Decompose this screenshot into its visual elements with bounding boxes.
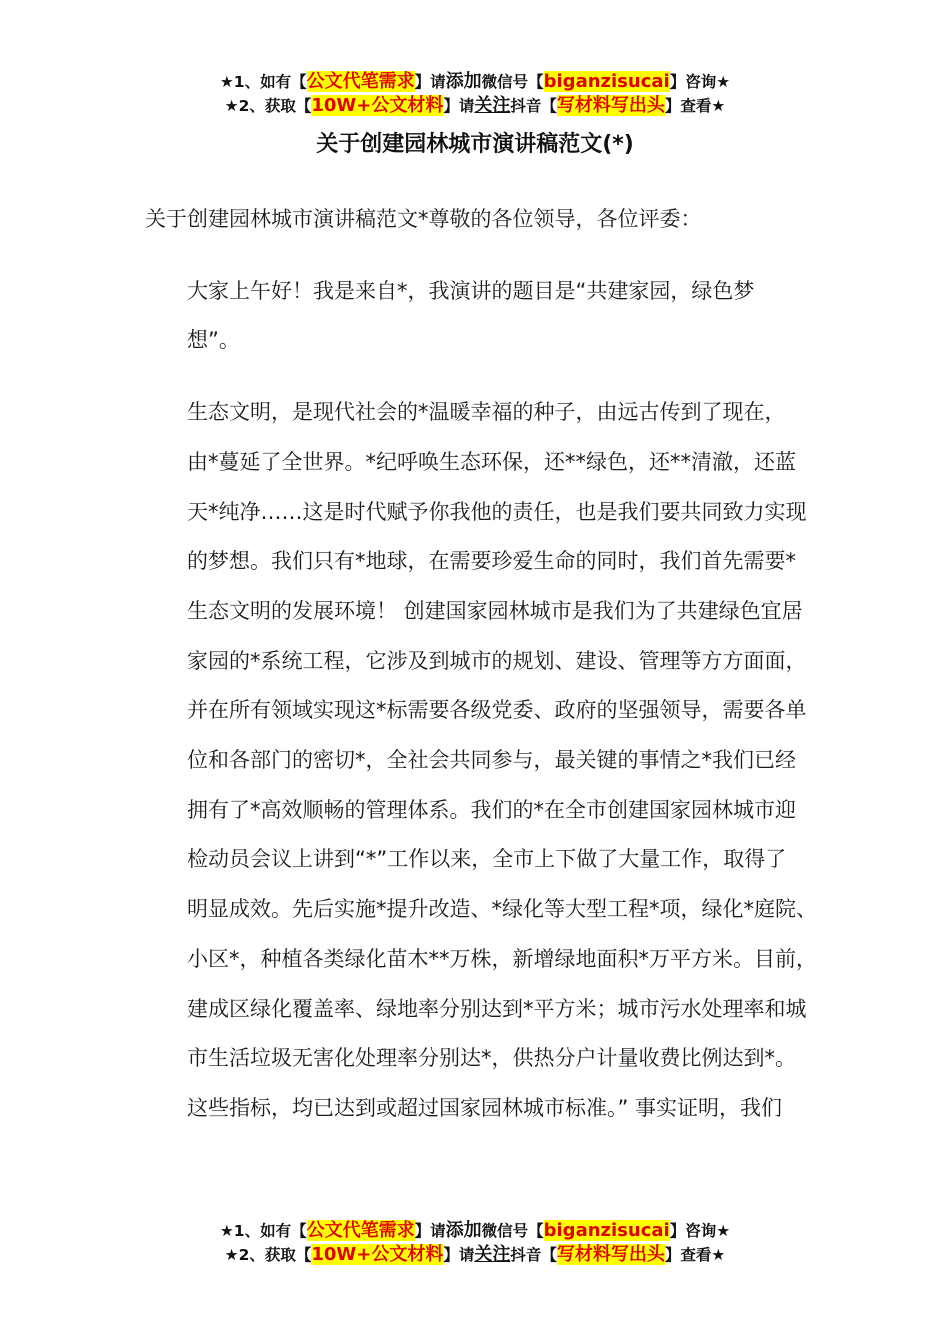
text-line: 大家上午好！我是来自*，我演讲的题目是“共建家园，绿色梦 xyxy=(187,278,755,303)
highlight-materials: 10W+公文材料 xyxy=(311,1244,444,1265)
footer-banner xyxy=(0,1219,950,1267)
banner-text: 微信号【 xyxy=(481,1222,544,1240)
star-icon: ★ xyxy=(711,1246,726,1264)
text-line: 小区*，种植各类绿化苗木**万株，新增绿地面积*万平方米。目前， xyxy=(187,946,817,971)
banner-emphasis: 关注 xyxy=(474,1244,511,1265)
highlight-service: 公文代笔需求 xyxy=(306,1220,415,1241)
text-line: 建成区绿化覆盖率、绿地率分别达到*平方米；城市污水处理率和城 xyxy=(187,996,807,1021)
banner-text: 】请 xyxy=(414,1222,446,1240)
star-icon: ★ xyxy=(219,73,234,91)
banner-text: 】查看 xyxy=(664,97,712,115)
star-icon: ★ xyxy=(711,97,726,115)
banner-text: 抖音【 xyxy=(510,97,557,115)
banner-text: 】请 xyxy=(443,1246,475,1264)
banner-text: 】咨询 xyxy=(669,1222,717,1240)
text-line: 的梦想。我们只有*地球，在需要珍爱生命的同时，我们首先需要* xyxy=(187,549,796,574)
highlight-service: 公文代笔需求 xyxy=(306,71,415,92)
document-title: 关于创建园林城市演讲稿范文(*) xyxy=(316,132,634,157)
highlight-materials: 10W+公文材料 xyxy=(311,95,444,116)
banner-text: 抖音【 xyxy=(510,1246,557,1264)
text-line: 并在所有领域实现这*标需要各级党委、政府的坚强领导，需要各单 xyxy=(187,698,807,723)
banner-text: 2、获取【 xyxy=(238,1246,312,1264)
text-line: 检动员会议上讲到“*”工作以来，全市上下做了大量工作，取得了 xyxy=(187,847,787,872)
banner-text: 1、如有【 xyxy=(233,1222,307,1240)
star-icon: ★ xyxy=(219,1222,234,1240)
banner-emphasis: 添加 xyxy=(445,71,482,92)
banner-line-1 xyxy=(0,70,950,94)
banner-line-2 xyxy=(0,1243,950,1267)
star-icon: ★ xyxy=(716,73,731,91)
paragraph-2 xyxy=(145,388,835,1134)
text-line: 位和各部门的密切*，全社会共同参与，最关键的事情之*我们已经 xyxy=(187,748,796,773)
star-icon: ★ xyxy=(716,1222,731,1240)
banner-emphasis: 添加 xyxy=(445,1220,482,1241)
text-line: 生态文明的发展环境！ 创建国家园林城市是我们为了共建绿色宜居 xyxy=(187,598,803,623)
banner-line-2 xyxy=(0,94,950,118)
banner-text: 】咨询 xyxy=(669,73,717,91)
text-line: 这些指标，均已达到或超过国家园林城市标准。” 事实证明，我们 xyxy=(187,1095,783,1120)
header-banner xyxy=(0,70,950,118)
text-line: 由*蔓延了全世界。*纪呼唤生态环保，还**绿色，还**清澈，还蓝 xyxy=(187,449,796,474)
banner-text: 微信号【 xyxy=(481,73,544,91)
star-icon: ★ xyxy=(224,97,239,115)
banner-text: 1、如有【 xyxy=(233,73,307,91)
paragraph-1 xyxy=(145,267,835,366)
highlight-douyin: 写材料写出头 xyxy=(556,1244,665,1265)
intro-line: 关于创建园林城市演讲稿范文*尊敬的各位领导，各位评委： xyxy=(145,207,702,231)
text-line: 想”。 xyxy=(187,328,240,353)
text-line: 天*纯净……这是时代赋予你我他的责任，也是我们要共同致力实现 xyxy=(187,499,807,524)
text-line: 明显成效。先后实施*提升改造、*绿化等大型工程*项，绿化*庭院、 xyxy=(187,897,817,922)
text-line: 拥有了*高效顺畅的管理体系。我们的*在全市创建国家园林城市迎 xyxy=(187,797,796,822)
highlight-wechat-id: biganzisucai xyxy=(543,1220,670,1241)
document-body xyxy=(145,195,835,1156)
text-line: 生态文明，是现代社会的*温暖幸福的种子，由远古传到了现在， xyxy=(187,400,786,425)
banner-line-1 xyxy=(0,1219,950,1243)
banner-text: 】请 xyxy=(414,73,446,91)
highlight-douyin: 写材料写出头 xyxy=(556,95,665,116)
banner-text: 2、获取【 xyxy=(238,97,312,115)
banner-emphasis: 关注 xyxy=(474,95,511,116)
banner-text: 】请 xyxy=(443,97,475,115)
text-line: 市生活垃圾无害化处理率分别达*，供热分户计量收费比例达到*。 xyxy=(187,1046,796,1071)
text-line: 家园的*系统工程，它涉及到城市的规划、建设、管理等方方面面， xyxy=(187,648,807,673)
banner-text: 】查看 xyxy=(664,1246,712,1264)
star-icon: ★ xyxy=(224,1246,239,1264)
highlight-wechat-id: biganzisucai xyxy=(543,71,670,92)
